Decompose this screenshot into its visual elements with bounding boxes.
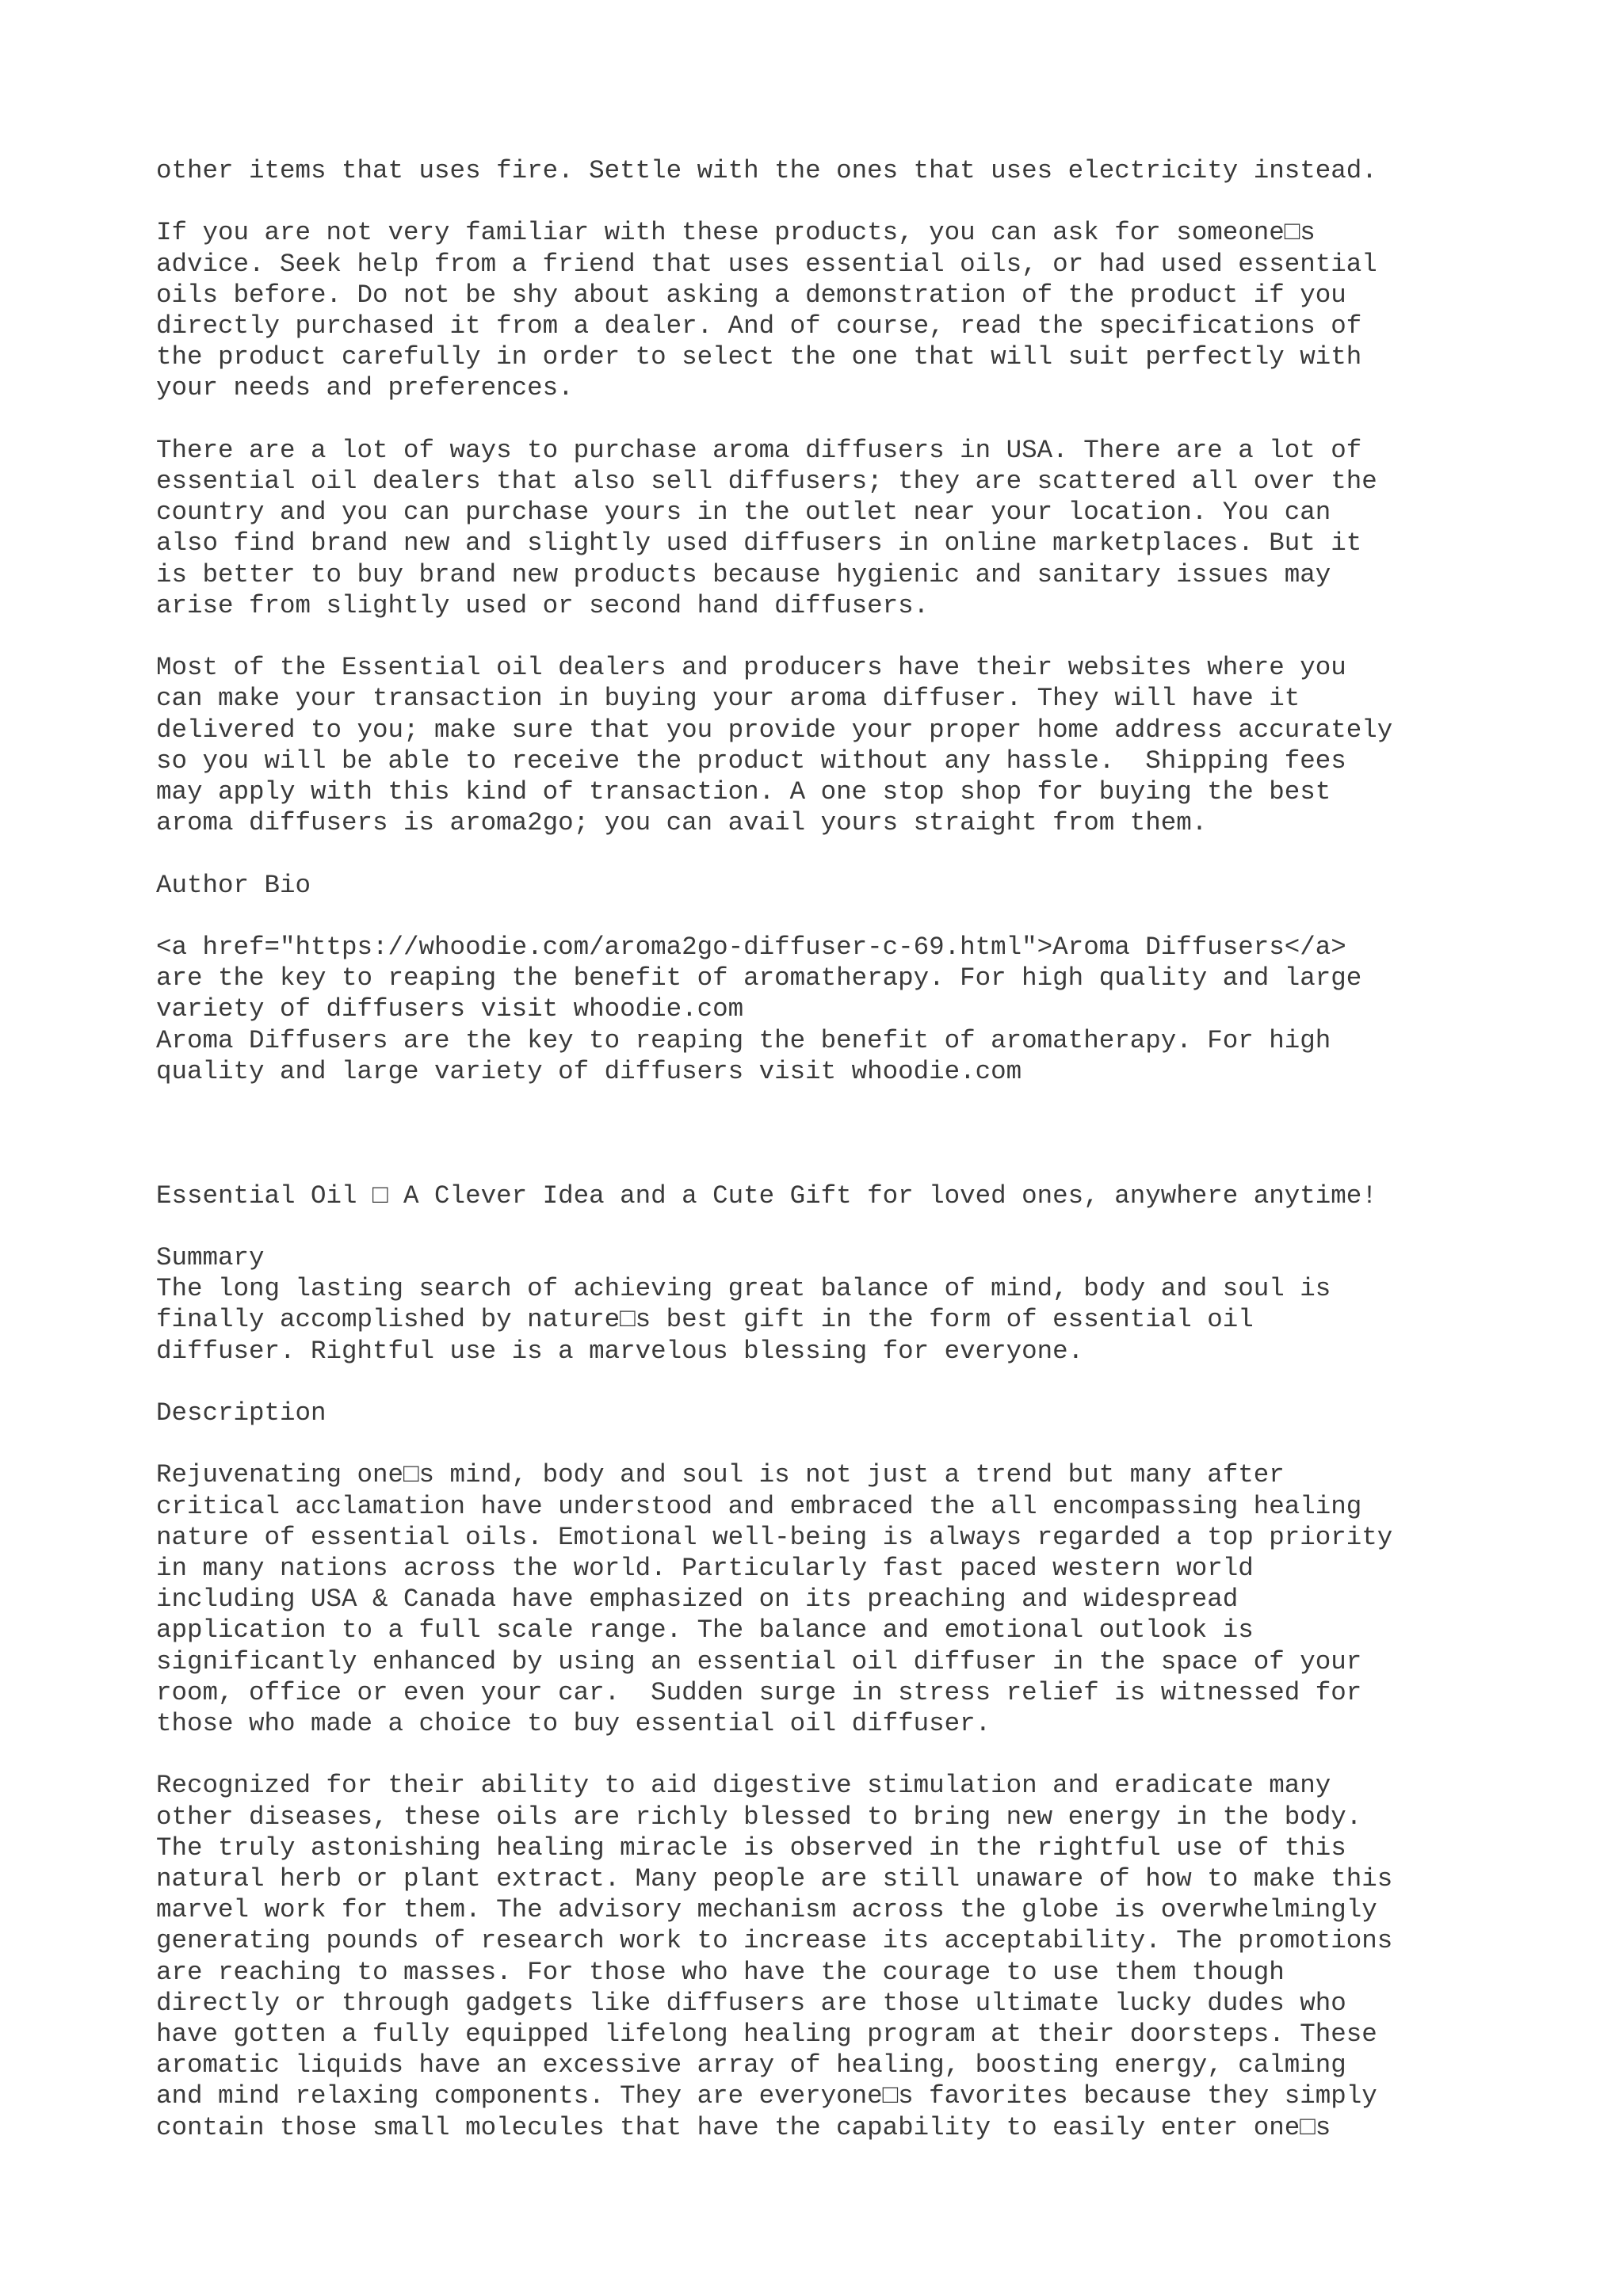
text-line: contain those small molecules that have the capability to easily enter one□s: [156, 2112, 1331, 2142]
text-line: finally accomplished by nature□s best gift in the form of essential oil: [156, 1305, 1254, 1335]
text-line: Recognized for their ability to aid digestive stimulation and eradicate many: [156, 1771, 1331, 1801]
text-line: Aroma Diffusers are the key to reaping the benefit of aromatherapy. For high: [156, 1025, 1331, 1055]
text-line: room, office or even your car. Sudden surge in stress relief is witnessed for: [156, 1677, 1362, 1707]
article-title: [156, 1180, 1503, 1211]
text-line: including USA & Canada have emphasized on its preaching and widespread: [156, 1585, 1239, 1615]
text-line: generating pounds of research work to increase its acceptability. The promotions: [156, 1926, 1393, 1956]
text-line: in many nations across the world. Particularly fast paced western world: [156, 1554, 1254, 1583]
text-line: can make your transaction in buying your aroma diffuser. They will have it: [156, 684, 1300, 714]
text-line: directly purchased it from a dealer. And of course, read the specifications of: [156, 311, 1362, 341]
paragraph-summary: [156, 1242, 1503, 1367]
text-line: advice. Seek help from a friend that uses essential oils, or had used essential: [156, 249, 1377, 279]
text-line: The truly astonishing healing miracle is observed in the rightful use of this: [156, 1833, 1346, 1863]
heading-description: [156, 1398, 1503, 1428]
text-line: the product carefully in order to select the one that will suit perfectly with: [156, 342, 1362, 372]
text-line: country and you can purchase yours in the outlet near your location. You can: [156, 498, 1331, 528]
paragraph-online-dealers: [156, 652, 1503, 838]
text-line: oils before. Do not be shy about asking a demonstration of the product if you: [156, 280, 1346, 310]
text-line: critical acclamation have understood and embraced the all encompassing healing: [156, 1491, 1362, 1521]
text-line: Essential Oil □ A Clever Idea and a Cute Gift for loved ones, anywhere anytime!: [156, 1180, 1377, 1211]
text-line: and mind relaxing components. They are everyone□s favorites because they simply: [156, 2081, 1377, 2111]
paragraph-spacer: [156, 1087, 1503, 1180]
document-body: [156, 155, 1503, 2143]
text-line: is better to buy brand new products because hygienic and sanitary issues may: [156, 559, 1331, 589]
paragraph-rejuvenating: [156, 1459, 1503, 1739]
text-line: essential oil dealers that also sell diffusers; they are scattered all over the: [156, 467, 1377, 496]
paragraph-spacer: [156, 621, 1503, 652]
text-line: diffuser. Rightful use is a marvelous blessing for everyone.: [156, 1336, 1084, 1366]
paragraph-spacer: [156, 901, 1503, 932]
text-line: Author Bio: [156, 870, 311, 900]
paragraph-spacer: [156, 1367, 1503, 1398]
paragraph-spacer: [156, 1739, 1503, 1770]
heading-author-bio: [156, 870, 1503, 901]
text-line: marvel work for them. The advisory mechanism across the globe is overwhelmingly: [156, 1895, 1377, 1925]
text-line: <a href="https://whoodie.com/aroma2go-diffuser-c-69.html">Aroma Diffusers</a>: [156, 933, 1346, 962]
text-line: variety of diffusers visit whoodie.com: [156, 994, 744, 1024]
text-line: are reaching to masses. For those who have the courage to use them though: [156, 1957, 1285, 1987]
paragraph-spacer: [156, 1211, 1503, 1242]
text-line: If you are not very familiar with these products, you can ask for someone□s: [156, 218, 1316, 248]
text-line: aroma diffusers is aroma2go; you can avail yours straight from them.: [156, 808, 1208, 838]
text-line: delivered to you; make sure that you provide your proper home address accurately: [156, 715, 1393, 745]
text-line: arise from slightly used or second hand diffusers.: [156, 590, 930, 620]
text-line: The long lasting search of achieving great balance of mind, body and soul is: [156, 1274, 1331, 1304]
text-line: aromatic liquids have an excessive array of healing, boosting energy, calming: [156, 2050, 1346, 2081]
paragraph-author-bio: [156, 932, 1503, 1087]
paragraph-where-to-buy: [156, 435, 1503, 621]
text-line: other items that uses fire. Settle with the ones that uses electricity instead.: [156, 156, 1377, 185]
text-line: Summary: [156, 1243, 265, 1272]
paragraph-spacer: [156, 404, 1503, 435]
paragraph-spacer: [156, 838, 1503, 869]
paragraph-advice: [156, 217, 1503, 403]
text-line: Description: [156, 1398, 327, 1428]
text-line: have gotten a fully equipped lifelong healing program at their doorsteps. These: [156, 2019, 1377, 2050]
paragraph-recognized: [156, 1770, 1503, 2142]
text-line: also find brand new and slightly used diffusers in online marketplaces. But it: [156, 528, 1362, 559]
text-line: those who made a choice to buy essential oil diffuser.: [156, 1709, 991, 1739]
paragraph-fire-warning: [156, 155, 1503, 186]
paragraph-spacer: [156, 1428, 1503, 1459]
text-line: may apply with this kind of transaction. A one stop shop for buying the best: [156, 777, 1331, 807]
text-line: significantly enhanced by using an essential oil diffuser in the space of your: [156, 1646, 1362, 1676]
paragraph-spacer: [156, 186, 1503, 217]
text-line: your needs and preferences.: [156, 373, 574, 403]
text-line: other diseases, these oils are richly blessed to bring new energy in the body.: [156, 1802, 1362, 1832]
text-line: are the key to reaping the benefit of aromatherapy. For high quality and large: [156, 963, 1362, 994]
text-line: so you will be able to receive the product without any hassle. Shipping fees: [156, 746, 1346, 776]
text-line: natural herb or plant extract. Many people are still unaware of how to make this: [156, 1864, 1393, 1894]
text-line: quality and large variety of diffusers visit whoodie.com: [156, 1056, 1022, 1086]
text-line: There are a lot of ways to purchase aroma diffusers in USA. There are a lot of: [156, 435, 1362, 465]
text-line: nature of essential oils. Emotional well-being is always regarded a top priority: [156, 1522, 1393, 1552]
text-line: application to a full scale range. The balance and emotional outlook is: [156, 1615, 1254, 1646]
text-line: Most of the Essential oil dealers and producers have their websites where you: [156, 653, 1346, 683]
text-line: Rejuvenating one□s mind, body and soul is not just a trend but many after: [156, 1460, 1285, 1490]
text-line: directly or through gadgets like diffusers are those ultimate lucky dudes who: [156, 1988, 1346, 2018]
